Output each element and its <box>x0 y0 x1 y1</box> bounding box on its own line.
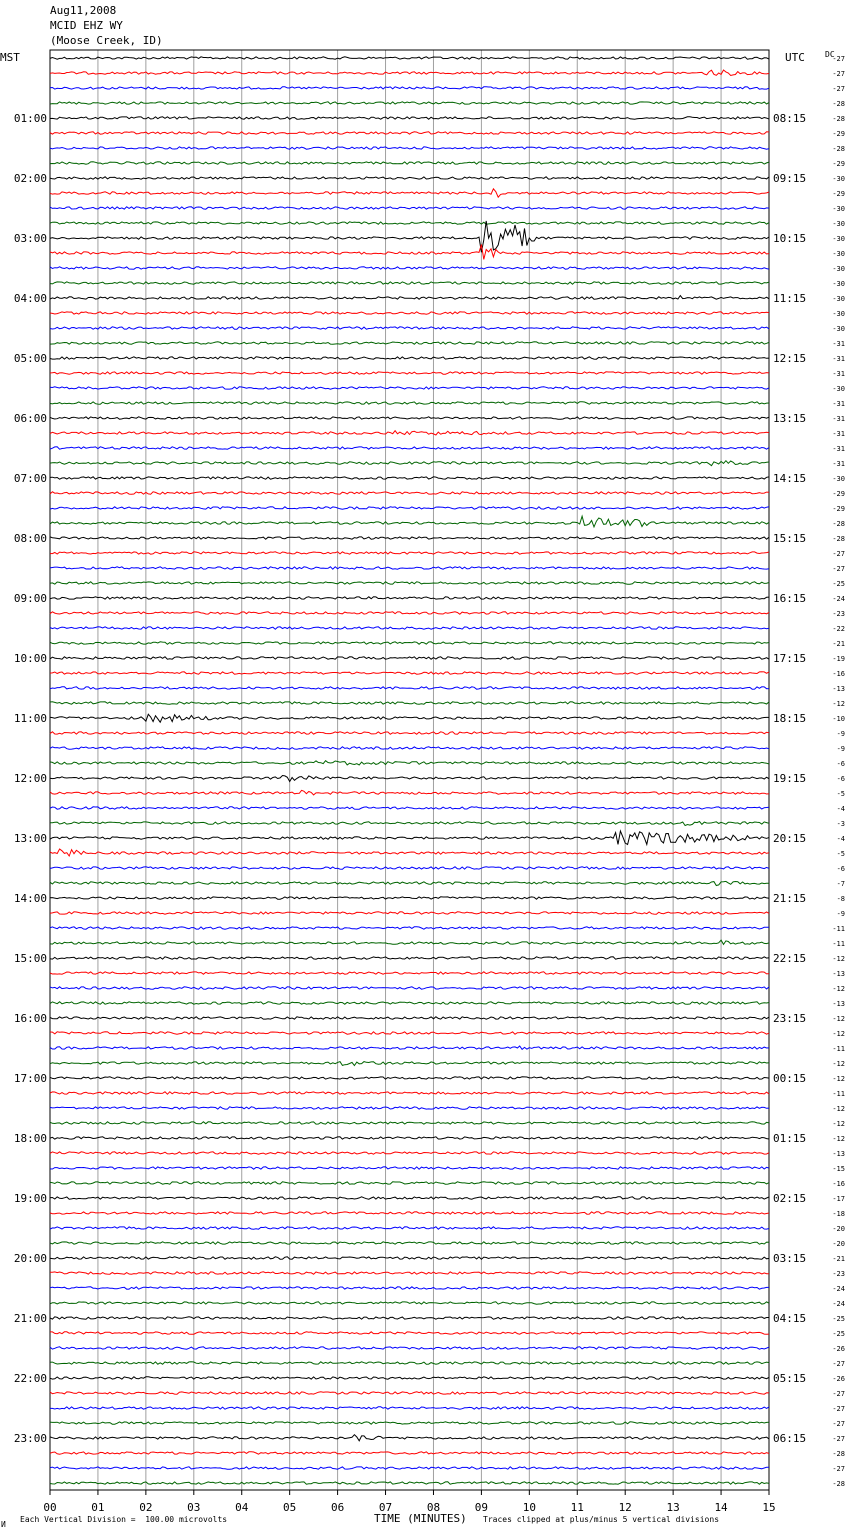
dc-offset-26: -31 <box>832 445 845 453</box>
trace-row-45 <box>50 732 769 734</box>
trace-row-83 <box>50 1302 769 1304</box>
header-location: (Moose Creek, ID) <box>50 34 163 47</box>
scale-note: Each Vertical Division = 100.00 microvolts <box>20 1515 228 1524</box>
dc-offset-labels <box>832 55 845 1488</box>
trace-row-1 <box>50 70 769 76</box>
trace-row-55 <box>50 881 769 885</box>
mst-label-12: 12:00 <box>13 772 47 785</box>
dc-offset-31: -28 <box>832 520 845 528</box>
trace-row-95 <box>50 1482 769 1484</box>
plot-frame <box>50 50 769 1490</box>
utc-label-8: 15:15 <box>773 532 807 545</box>
dc-offset-80: -21 <box>832 1255 845 1263</box>
x-tick-label-10: 10 <box>522 1501 536 1514</box>
dc-offset-54: -6 <box>836 865 845 873</box>
x-tick-label-3: 03 <box>187 1501 201 1514</box>
trace-row-84 <box>50 1317 769 1319</box>
trace-row-23 <box>50 402 769 404</box>
trace-row-77 <box>50 1212 769 1214</box>
trace-row-6 <box>50 147 769 149</box>
dc-offset-37: -23 <box>832 610 845 618</box>
trace-row-4 <box>50 117 769 119</box>
trace-row-33 <box>50 552 769 554</box>
trace-row-26 <box>50 447 769 449</box>
dc-offset-40: -19 <box>832 655 845 663</box>
trace-row-72 <box>50 1137 769 1139</box>
utc-label-6: 13:15 <box>773 412 807 425</box>
mst-label-22: 22:00 <box>13 1372 47 1385</box>
trace-row-34 <box>50 567 769 569</box>
mst-label-23: 23:00 <box>13 1432 47 1445</box>
dc-offset-60: -12 <box>832 955 845 963</box>
trace-row-68 <box>50 1077 769 1079</box>
x-tick-label-0: 00 <box>43 1501 57 1514</box>
dc-offset-74: -15 <box>832 1165 845 1173</box>
utc-label-14: 21:15 <box>773 892 807 905</box>
trace-row-15 <box>50 282 769 284</box>
dc-offset-82: -24 <box>832 1285 845 1293</box>
utc-label-11: 18:15 <box>773 712 807 725</box>
dc-offset-87: -27 <box>832 1360 845 1368</box>
dc-offset-79: -20 <box>832 1240 845 1248</box>
utc-label-2: 09:15 <box>773 172 807 185</box>
dc-offset-35: -25 <box>832 580 845 588</box>
trace-row-53 <box>50 849 769 856</box>
trace-row-9 <box>50 189 769 197</box>
dc-offset-41: -16 <box>832 670 845 678</box>
dc-offset-53: -5 <box>836 850 845 858</box>
utc-label-15: 22:15 <box>773 952 807 965</box>
dc-offset-9: -29 <box>832 190 845 198</box>
dc-offset-78: -20 <box>832 1225 845 1233</box>
dc-offset-10: -30 <box>832 205 845 213</box>
x-tick-label-12: 12 <box>618 1501 632 1514</box>
dc-offset-47: -6 <box>836 760 845 768</box>
dc-offset-86: -26 <box>832 1345 845 1353</box>
trace-row-2 <box>50 87 769 89</box>
dc-offset-36: -24 <box>832 595 845 603</box>
x-tick-label-6: 06 <box>330 1501 345 1514</box>
trace-row-44 <box>50 714 769 722</box>
dc-offset-84: -25 <box>832 1315 845 1323</box>
dc-offset-5: -29 <box>832 130 845 138</box>
trace-row-29 <box>50 492 769 494</box>
mst-label-21: 21:00 <box>13 1312 47 1325</box>
trace-row-80 <box>50 1257 769 1259</box>
header-date: Aug11,2008 <box>50 4 117 17</box>
dc-offset-43: -12 <box>832 700 845 708</box>
mst-axis-title: MST <box>0 51 20 64</box>
dc-offset-22: -30 <box>832 385 845 393</box>
dc-offset-73: -13 <box>832 1150 845 1158</box>
dc-offset-25: -31 <box>832 430 845 438</box>
trace-row-0 <box>50 57 769 59</box>
trace-row-51 <box>50 822 769 826</box>
dc-offset-72: -12 <box>832 1135 845 1143</box>
dc-offset-91: -27 <box>832 1420 845 1428</box>
dc-offset-94: -27 <box>832 1465 845 1473</box>
dc-offset-55: -7 <box>836 880 845 888</box>
dc-axis-title: DC <box>825 50 835 59</box>
dc-offset-42: -13 <box>832 685 845 693</box>
trace-row-88 <box>50 1377 769 1379</box>
trace-row-35 <box>50 582 769 584</box>
trace-row-7 <box>50 162 769 164</box>
dc-offset-88: -26 <box>832 1375 845 1383</box>
dc-offset-13: -30 <box>832 250 845 258</box>
dc-offset-83: -24 <box>832 1300 845 1308</box>
trace-row-37 <box>50 612 769 614</box>
dc-offset-15: -30 <box>832 280 845 288</box>
dc-offset-7: -29 <box>832 160 845 168</box>
trace-row-81 <box>50 1272 769 1274</box>
trace-row-73 <box>50 1152 769 1154</box>
dc-offset-30: -29 <box>832 505 845 513</box>
minute-gridlines <box>50 50 769 1490</box>
dc-offset-51: -3 <box>836 820 845 828</box>
x-tick-label-7: 07 <box>378 1501 393 1514</box>
mst-label-17: 17:00 <box>13 1072 47 1085</box>
mst-label-7: 07:00 <box>13 472 47 485</box>
dc-offset-69: -11 <box>832 1090 845 1098</box>
trace-row-50 <box>50 807 769 809</box>
x-tick-label-15: 15 <box>762 1501 776 1514</box>
dc-offset-23: -31 <box>832 400 845 408</box>
trace-row-3 <box>50 102 769 104</box>
utc-label-13: 20:15 <box>773 832 807 845</box>
trace-row-41 <box>50 672 769 674</box>
dc-offset-68: -12 <box>832 1075 845 1083</box>
dc-offset-61: -13 <box>832 970 845 978</box>
trace-row-85 <box>50 1332 769 1334</box>
trace-row-56 <box>50 897 769 899</box>
trace-row-42 <box>50 687 769 689</box>
dc-offset-39: -21 <box>832 640 845 648</box>
trace-row-18 <box>50 327 769 329</box>
mst-label-11: 11:00 <box>13 712 47 725</box>
trace-row-92 <box>50 1435 769 1441</box>
mst-label-13: 13:00 <box>13 832 47 845</box>
utc-label-18: 01:15 <box>773 1132 807 1145</box>
dc-offset-58: -11 <box>832 925 845 933</box>
trace-row-94 <box>50 1467 769 1469</box>
trace-row-93 <box>50 1452 769 1454</box>
x-tick-label-2: 02 <box>139 1501 153 1514</box>
x-tick-label-4: 04 <box>235 1501 249 1514</box>
dc-offset-95: -28 <box>832 1480 845 1488</box>
dc-offset-59: -11 <box>832 940 845 948</box>
x-tick-label-14: 14 <box>714 1501 728 1514</box>
dc-offset-63: -13 <box>832 1000 845 1008</box>
seismogram-traces <box>50 57 769 1484</box>
x-tick-label-5: 05 <box>283 1501 297 1514</box>
mst-label-20: 20:00 <box>13 1252 47 1265</box>
utc-label-17: 00:15 <box>773 1072 807 1085</box>
dc-offset-62: -12 <box>832 985 845 993</box>
trace-row-25 <box>50 431 769 435</box>
trace-row-48 <box>50 776 769 782</box>
mst-label-19: 19:00 <box>13 1192 47 1205</box>
dc-offset-2: -27 <box>832 85 845 93</box>
trace-row-74 <box>50 1167 769 1169</box>
trace-row-14 <box>50 267 769 269</box>
dc-offset-65: -12 <box>832 1030 845 1038</box>
trace-row-10 <box>50 207 769 209</box>
mst-label-1: 01:00 <box>13 112 47 125</box>
trace-row-20 <box>50 357 769 359</box>
trace-row-22 <box>50 387 769 389</box>
trace-row-70 <box>50 1107 769 1109</box>
mst-label-2: 02:00 <box>13 172 47 185</box>
trace-row-66 <box>50 1046 769 1049</box>
clip-note: Traces clipped at plus/minus 5 vertical divisions <box>483 1515 720 1524</box>
trace-row-71 <box>50 1122 769 1124</box>
x-tick-label-1: 01 <box>91 1501 105 1514</box>
utc-label-16: 23:15 <box>773 1012 807 1025</box>
utc-label-7: 14:15 <box>773 472 807 485</box>
dc-offset-93: -28 <box>832 1450 845 1458</box>
x-tick-label-8: 08 <box>426 1501 441 1514</box>
mst-label-16: 16:00 <box>13 1012 47 1025</box>
utc-label-5: 12:15 <box>773 352 807 365</box>
trace-row-62 <box>50 987 769 989</box>
dc-offset-50: -4 <box>836 805 845 813</box>
dc-offset-33: -27 <box>832 550 845 558</box>
dc-offset-56: -8 <box>836 895 845 903</box>
trace-row-19 <box>50 342 769 344</box>
trace-row-21 <box>50 372 769 374</box>
dc-offset-29: -29 <box>832 490 845 498</box>
trace-row-40 <box>50 657 769 659</box>
header-station: MCID EHZ WY <box>50 19 123 32</box>
trace-row-60 <box>50 957 769 959</box>
trace-row-52 <box>50 831 769 845</box>
dc-offset-32: -28 <box>832 535 845 543</box>
trace-row-91 <box>50 1422 769 1424</box>
mst-label-18: 18:00 <box>13 1132 47 1145</box>
trace-row-90 <box>50 1407 769 1409</box>
utc-label-1: 08:15 <box>773 112 807 125</box>
mst-label-6: 06:00 <box>13 412 47 425</box>
dc-offset-64: -12 <box>832 1015 845 1023</box>
dc-offset-38: -22 <box>832 625 845 633</box>
utc-label-22: 05:15 <box>773 1372 807 1385</box>
x-tick-label-9: 09 <box>474 1501 489 1514</box>
trace-row-30 <box>50 507 769 509</box>
dc-offset-77: -18 <box>832 1210 845 1218</box>
x-axis <box>43 1490 775 1514</box>
trace-row-63 <box>50 1002 769 1004</box>
mst-hour-labels <box>14 112 47 1445</box>
trace-row-12 <box>50 221 769 252</box>
dc-offset-70: -12 <box>832 1105 845 1113</box>
dc-offset-17: -30 <box>832 310 845 318</box>
trace-row-28 <box>50 477 769 479</box>
trace-row-31 <box>50 516 769 527</box>
x-tick-label-13: 13 <box>666 1501 680 1514</box>
trace-row-61 <box>50 972 769 974</box>
mst-label-9: 09:00 <box>13 592 47 605</box>
trace-row-16 <box>50 296 769 300</box>
dc-offset-1: -27 <box>832 70 845 78</box>
dc-offset-67: -12 <box>832 1060 845 1068</box>
trace-row-43 <box>50 702 769 704</box>
trace-row-65 <box>50 1032 769 1034</box>
mst-label-10: 10:00 <box>13 652 47 665</box>
trace-row-27 <box>50 461 769 466</box>
trace-row-76 <box>50 1197 769 1199</box>
utc-label-21: 04:15 <box>773 1312 807 1325</box>
mst-label-8: 08:00 <box>13 532 47 545</box>
utc-hour-labels <box>773 112 806 1445</box>
trace-row-79 <box>50 1242 769 1244</box>
trace-row-86 <box>50 1347 769 1349</box>
trace-row-64 <box>50 1017 769 1019</box>
mst-label-3: 03:00 <box>13 232 47 245</box>
trace-row-38 <box>50 627 769 629</box>
dc-offset-75: -16 <box>832 1180 845 1188</box>
dc-offset-48: -6 <box>836 775 845 783</box>
dc-offset-6: -28 <box>832 145 845 153</box>
trace-row-89 <box>50 1392 769 1394</box>
dc-offset-4: -28 <box>832 115 845 123</box>
dc-offset-16: -30 <box>832 295 845 303</box>
trace-row-75 <box>50 1182 769 1184</box>
trace-row-17 <box>50 312 769 314</box>
utc-label-23: 06:15 <box>773 1432 807 1445</box>
dc-offset-27: -31 <box>832 460 845 468</box>
trace-row-69 <box>50 1092 769 1094</box>
mst-label-14: 14:00 <box>13 892 47 905</box>
mst-label-4: 04:00 <box>13 292 47 305</box>
trace-row-11 <box>50 222 769 224</box>
dc-offset-81: -23 <box>832 1270 845 1278</box>
trace-row-5 <box>50 132 769 134</box>
dc-offset-76: -17 <box>832 1195 845 1203</box>
trace-row-32 <box>50 537 769 539</box>
dc-offset-34: -27 <box>832 565 845 573</box>
utc-label-3: 10:15 <box>773 232 807 245</box>
trace-row-59 <box>50 940 769 944</box>
trace-row-67 <box>50 1062 769 1066</box>
utc-label-12: 19:15 <box>773 772 807 785</box>
trace-row-46 <box>50 747 769 749</box>
dc-offset-57: -9 <box>836 910 845 918</box>
x-axis-title: TIME (MINUTES) <box>374 1512 467 1525</box>
utc-label-9: 16:15 <box>773 592 807 605</box>
dc-offset-0: -27 <box>832 55 845 63</box>
utc-label-10: 17:15 <box>773 652 807 665</box>
dc-offset-12: -30 <box>832 235 845 243</box>
dc-offset-21: -31 <box>832 370 845 378</box>
dc-offset-46: -9 <box>836 745 845 753</box>
trace-row-58 <box>50 927 769 929</box>
trace-row-57 <box>50 912 769 914</box>
trace-row-78 <box>50 1227 769 1229</box>
dc-offset-92: -27 <box>832 1435 845 1443</box>
utc-axis-title: UTC <box>785 51 805 64</box>
dc-offset-85: -25 <box>832 1330 845 1338</box>
dc-offset-18: -30 <box>832 325 845 333</box>
trace-row-47 <box>50 761 769 765</box>
dc-offset-3: -28 <box>832 100 845 108</box>
dc-offset-28: -30 <box>832 475 845 483</box>
dc-offset-90: -27 <box>832 1405 845 1413</box>
utc-label-20: 03:15 <box>773 1252 807 1265</box>
dc-offset-20: -31 <box>832 355 845 363</box>
dc-offset-8: -30 <box>832 175 845 183</box>
dc-offset-11: -30 <box>832 220 845 228</box>
trace-row-49 <box>50 790 769 795</box>
trace-row-82 <box>50 1287 769 1289</box>
dc-offset-49: -5 <box>836 790 845 798</box>
dc-offset-52: -4 <box>836 835 845 843</box>
utc-label-4: 11:15 <box>773 292 807 305</box>
dc-offset-44: -10 <box>832 715 845 723</box>
trace-row-54 <box>50 867 769 869</box>
trace-row-39 <box>50 642 769 644</box>
trace-row-24 <box>50 417 769 419</box>
trace-row-13 <box>50 245 769 260</box>
dc-offset-45: -9 <box>836 730 845 738</box>
trace-row-87 <box>50 1362 769 1364</box>
dc-offset-89: -27 <box>832 1390 845 1398</box>
dc-offset-19: -31 <box>832 340 845 348</box>
utc-label-19: 02:15 <box>773 1192 807 1205</box>
dc-offset-66: -11 <box>832 1045 845 1053</box>
dc-offset-71: -12 <box>832 1120 845 1128</box>
mst-label-5: 05:00 <box>13 352 47 365</box>
trace-row-36 <box>50 597 769 599</box>
dc-offset-14: -30 <box>832 265 845 273</box>
trace-row-8 <box>50 177 769 179</box>
dc-offset-24: -31 <box>832 415 845 423</box>
corner-mark: И <box>1 1520 6 1529</box>
x-tick-label-11: 11 <box>570 1501 584 1514</box>
mst-label-15: 15:00 <box>13 952 47 965</box>
